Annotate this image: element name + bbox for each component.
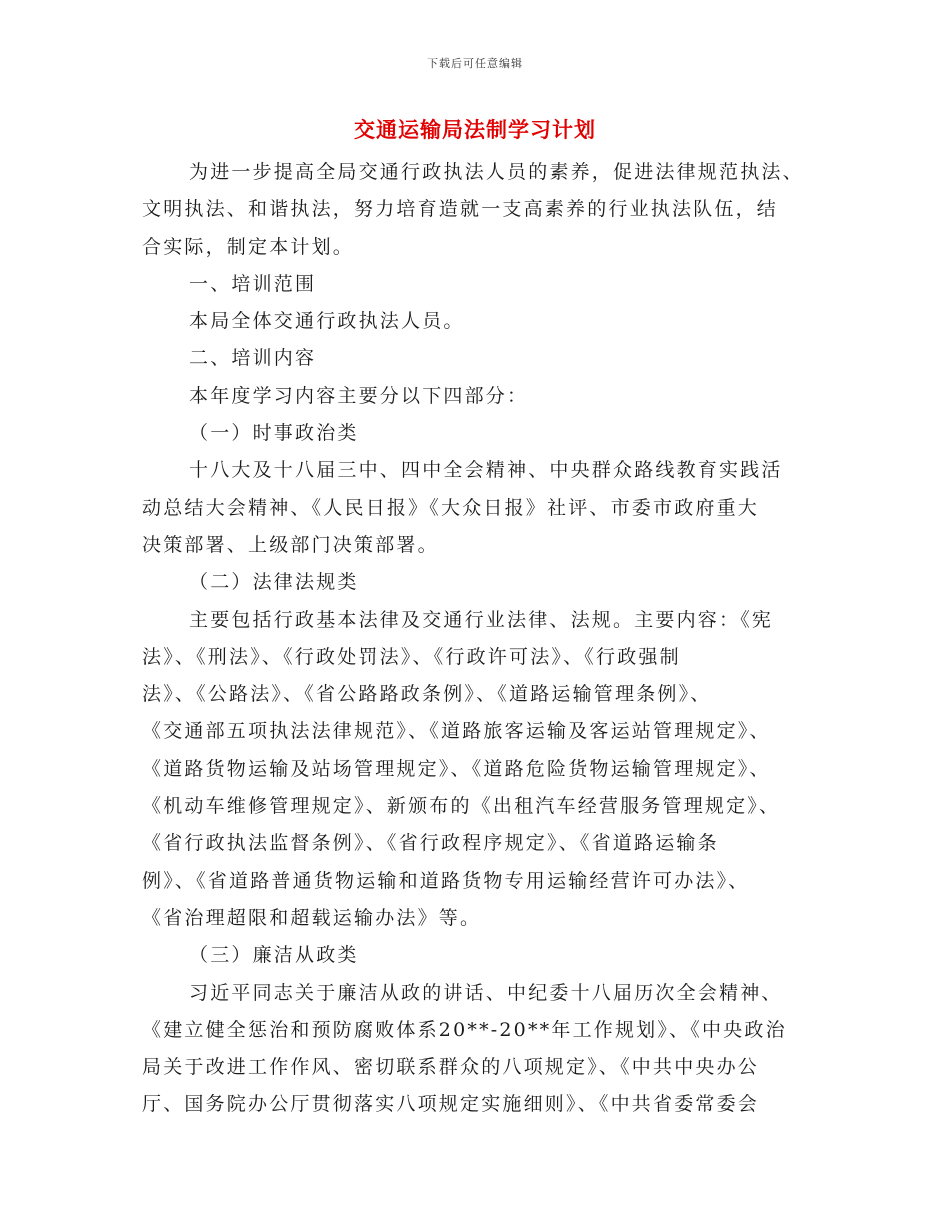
body-line: 主要包括行政基本法律及交通行业法律、法规。主要内容：《宪 <box>189 608 774 631</box>
document-title: 交通运输局法制学习计划 <box>354 117 596 142</box>
section-heading: 二、培训内容 <box>189 347 317 370</box>
body-line: 厅、国务院办公厅贯彻落实八项规定实施细则》、《中共省委常委会 <box>142 1093 760 1116</box>
body-line: 《道路货物运输及站场管理规定》、《道路危险货物运输管理规定》、 <box>142 757 771 780</box>
body-line: 习近平同志关于廉洁从政的讲话、中纪委十八届历次全会精神、 <box>189 981 783 1004</box>
body-line: 局关于改进工作作风、密切联系群众的八项规定》、《中共中央办公 <box>142 1056 760 1079</box>
header-note: 下载后可任意编辑 <box>427 57 523 70</box>
subsection-heading: （一）时事政治类 <box>189 422 359 445</box>
body-line: 《交通部五项执法法律规范》、《道路旅客运输及客运站管理规定》、 <box>142 720 771 743</box>
body-line: 《省行政执法监督条例》、《省行政程序规定》、《省道路运输条 <box>142 832 719 855</box>
body-line: 例》、《省道路普通货物运输和道路货物专用运输经营许可办法》、 <box>142 869 750 892</box>
body-line: 法》、《刑法》、《行政处罚法》、《行政许可法》、《行政强制 <box>142 645 681 668</box>
body-line: 为进一步提高全局交通行政执法人员的素养，促进法律规范执法、 <box>189 161 804 183</box>
body-line: 文明执法、和谐执法，努力培育造就一支高素养的行业执法队伍，结 <box>142 198 779 221</box>
document-body <box>142 154 810 1124</box>
body-line: 动总结大会精神、《人民日报》《大众日报》社评、市委市政府重大 <box>142 496 760 519</box>
section-heading: 一、培训范围 <box>189 272 317 295</box>
body-line: 法》、《公路法》、《省公路路政条例》、《道路运输管理条例》、 <box>142 683 712 706</box>
body-line: 《省治理超限和超载运输办法》等。 <box>142 906 482 929</box>
body-line: 《建立健全惩治和预防腐败体系20**-20**年工作规划》、《中央政治 <box>142 1018 787 1041</box>
subsection-heading: （三）廉洁从政类 <box>189 944 359 967</box>
body-line: 《机动车维修管理规定》、新颁布的《出租汽车经营服务管理规定》、 <box>142 795 781 818</box>
body-line: 十八大及十八届三中、四中全会精神、中央群众路线教育实践活 <box>189 459 783 482</box>
body-line: 合实际，制定本计划。 <box>142 235 355 258</box>
subsection-heading: （二）法律法规类 <box>189 571 359 594</box>
body-line: 本年度学习内容主要分以下四部分： <box>189 384 529 407</box>
body-line: 决策部署、上级部门决策部署。 <box>142 533 439 556</box>
body-line: 本局全体交通行政执法人员。 <box>189 310 465 333</box>
